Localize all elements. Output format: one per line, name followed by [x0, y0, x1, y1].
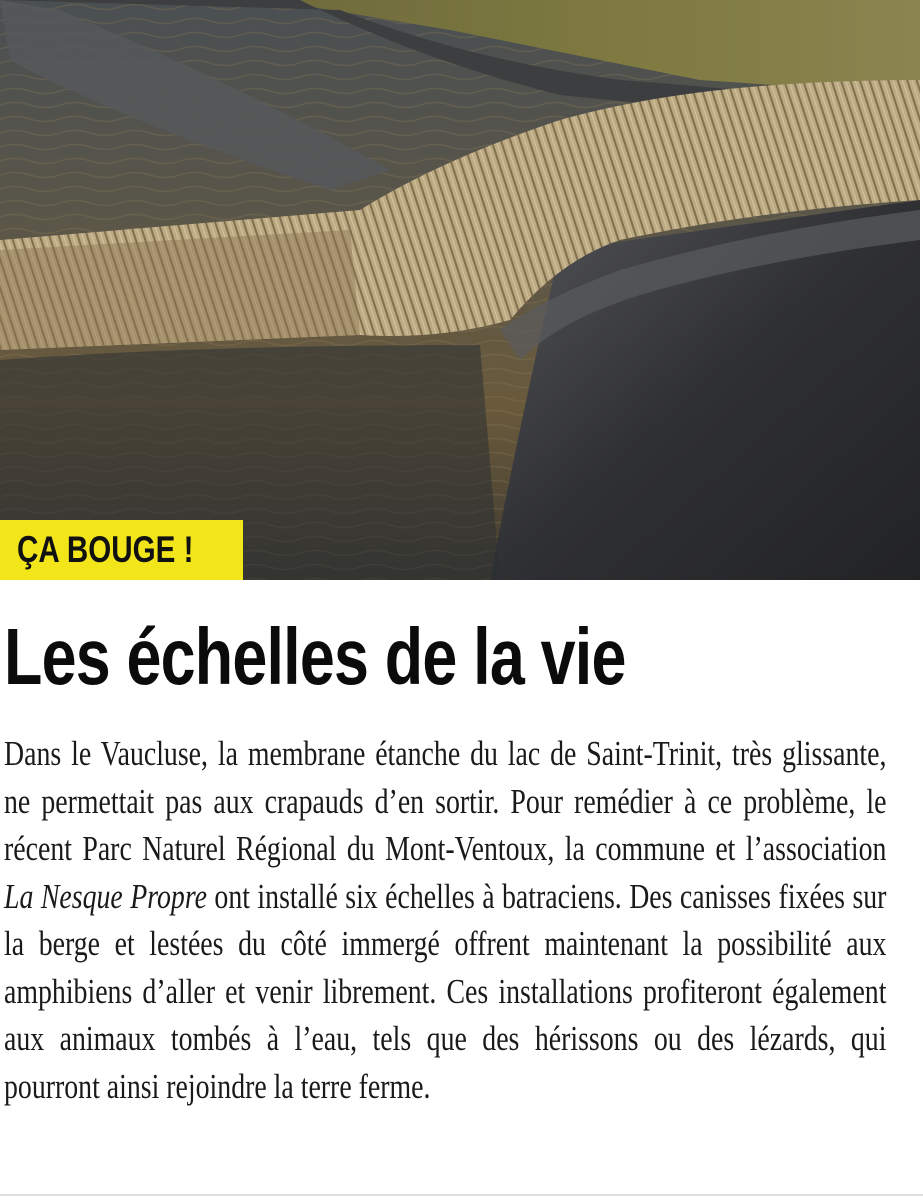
bottom-divider: [0, 1194, 923, 1196]
kicker-label: ÇA BOUGE !: [17, 529, 194, 570]
article-photo: [0, 0, 920, 580]
article-headline: Les échelles de la vie: [4, 612, 626, 701]
association-name: La Nesque Propre: [4, 876, 207, 916]
article-body-part2: ont installé six échelles à batraciens. Des canisses fixées sur la berge et lestées du côté immergé offrent maintenant la possibilité aux amphibiens d’aller et venir librement. Ces installations profiteront également aux animaux tombés à l’eau, tels que des hérissons ou des lézards, qui pourront ainsi rejoindre la terre ferme.: [4, 876, 887, 1106]
article-body: [4, 730, 886, 1110]
article-body-part1: Dans le Vaucluse, la membrane étanche du lac de Saint-Trinit, très glissante, ne permettait pas aux crapauds d’en sortir. Pour remédier à ce problème, le récent Parc Naturel Régional du Mont-Ventoux, la commune et l’association: [4, 734, 887, 868]
kicker-badge: [0, 520, 243, 580]
